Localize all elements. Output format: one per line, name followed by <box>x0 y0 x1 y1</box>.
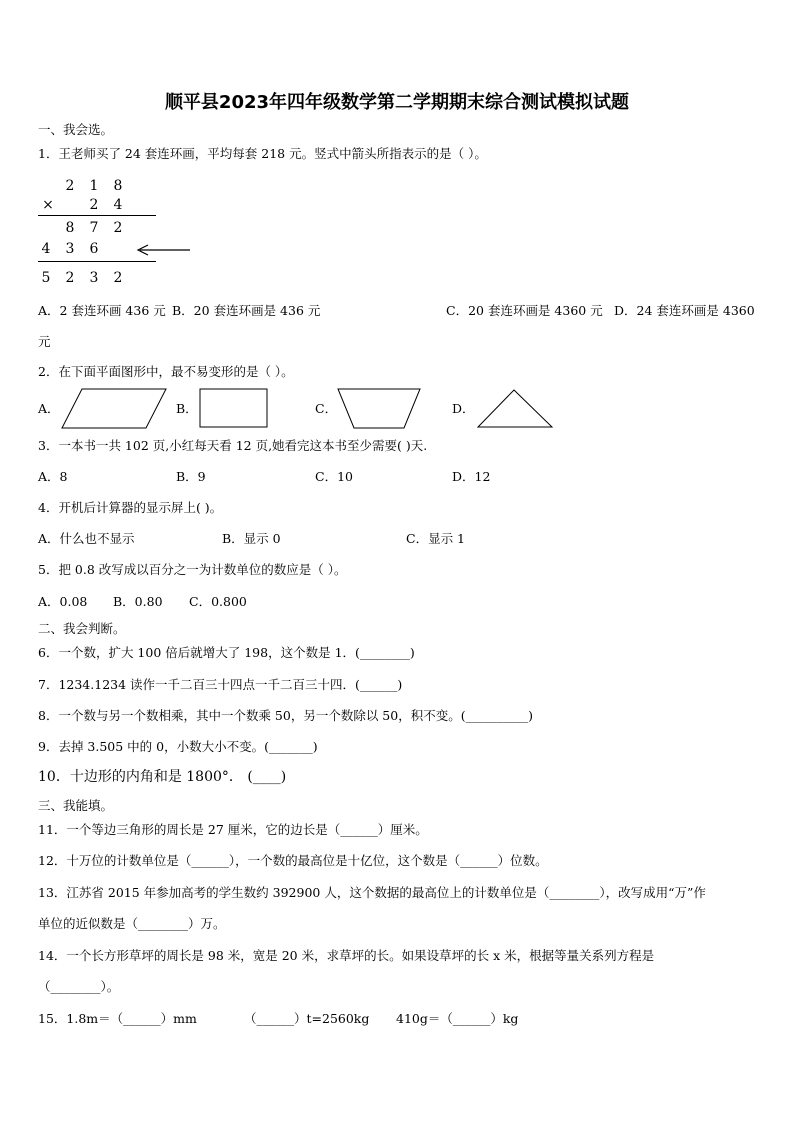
question-7-text: 7．1234.1234 读作一千二百三十四点一千二百三十四．(______) <box>38 677 403 692</box>
digit: 2 <box>113 220 123 236</box>
question-10-text: 10．十边形的内角和是 1800°． (____) <box>38 769 287 785</box>
question-6-text: 6．一个数，扩大 100 倍后就增大了 198，这个数是 1．(________) <box>38 645 415 660</box>
q4-option-c[interactable]: C．显示 1 <box>406 531 465 546</box>
question-11-text: 11．一个等边三角形的周长是 27 厘米，它的边长是（______）厘米。 <box>38 822 428 837</box>
q5-option-c[interactable]: C．0.800 <box>189 594 247 609</box>
q1-option-a[interactable]: A．2 套连环画 436 元 <box>38 303 166 318</box>
question-1-text: 1．王老师买了 24 套连环画，平均每套 218 元。竖式中箭头所指表示的是（ ）。 <box>38 146 487 161</box>
q5-option-a[interactable]: A．0.08 <box>38 594 88 609</box>
digit: 5 <box>41 270 51 286</box>
digit: 3 <box>65 241 75 257</box>
q3-option-c[interactable]: C．10 <box>315 469 353 484</box>
digit: 6 <box>89 241 99 257</box>
question-5-text: 5．把 0.8 改写成以百分之一为计数单位的数应是（ ）。 <box>38 562 347 577</box>
question-13-text: 13．江苏省 2015 年参加高考的学生数约 392900 人，这个数据的最高位上的计数单位是（________），改写成用“万”作 <box>38 885 706 900</box>
arrow-left-icon <box>136 243 194 257</box>
question-15-part-2: （______）t=2560kg <box>244 1011 370 1026</box>
q5-option-b[interactable]: B．0.80 <box>113 594 163 609</box>
question-14-text-continued: （________）。 <box>38 979 120 994</box>
question-15-part-3: 410g＝（______）kg <box>396 1011 519 1026</box>
q4-option-b[interactable]: B．显示 0 <box>222 531 281 546</box>
question-14-text: 14．一个长方形草坪的周长是 98 米，宽是 20 米，求草坪的长。如果设草坪的长 x 米，根据等量关系列方程是 <box>38 948 655 963</box>
section-heading-choose: 一、我会选。 <box>38 122 114 137</box>
digit: 1 <box>89 178 99 194</box>
parallelogram-icon <box>60 388 168 430</box>
q2-option-c-label[interactable]: C． <box>315 401 338 416</box>
digit: 4 <box>113 197 123 213</box>
section-heading-judge: 二、我会判断。 <box>38 621 126 636</box>
calc-divider <box>38 261 156 262</box>
q4-option-a[interactable]: A．什么也不显示 <box>38 531 135 546</box>
digit: 8 <box>113 178 123 194</box>
question-9-text: 9．去掉 3.505 中的 0，小数大小不变。(_______) <box>38 739 318 754</box>
trapezoid-icon <box>336 388 422 430</box>
triangle-icon <box>476 388 554 430</box>
question-13-text-continued: 单位的近似数是（________）万。 <box>38 916 226 931</box>
digit: 2 <box>113 270 123 286</box>
question-3-text: 3．一本书一共 102 页,小红每天看 12 页,她看完这本书至少需要( )天. <box>38 438 428 453</box>
question-4-text: 4．开机后计算器的显示屏上( )。 <box>38 500 223 515</box>
question-2-text: 2．在下面平面图形中，最不易变形的是（ ）。 <box>38 364 294 379</box>
q2-option-d-label[interactable]: D． <box>452 401 475 416</box>
rectangle-icon <box>198 388 270 430</box>
question-8-text: 8．一个数与另一个数相乘，其中一个数乘 50，另一个数除以 50，积不变。(__________) <box>38 708 533 723</box>
page-title: 顺平县2023年四年级数学第二学期期末综合测试模拟试题 <box>164 92 630 113</box>
q2-option-a-label[interactable]: A． <box>38 401 60 416</box>
q2-option-b-label[interactable]: B． <box>176 401 198 416</box>
digit: 7 <box>89 220 99 236</box>
q1-option-d[interactable]: D．24 套连环画是 4360 <box>614 303 755 318</box>
question-15-part-1: 15．1.8m＝（______）mm <box>38 1011 197 1026</box>
calc-divider <box>38 215 156 216</box>
digit: 8 <box>65 220 75 236</box>
digit: 3 <box>89 270 99 286</box>
digit: 2 <box>65 178 75 194</box>
q1-option-d-continued: 元 <box>38 334 51 349</box>
q3-option-a[interactable]: A．8 <box>38 469 68 484</box>
q3-option-d[interactable]: D．12 <box>452 469 491 484</box>
digit: 2 <box>89 197 99 213</box>
digit: 2 <box>65 270 75 286</box>
section-heading-fill: 三、我能填。 <box>38 798 114 813</box>
q1-option-c[interactable]: C．20 套连环画是 4360 元 <box>446 303 603 318</box>
digit: 4 <box>41 241 51 257</box>
times-sign: × <box>42 197 54 213</box>
q1-option-b[interactable]: B．20 套连环画是 436 元 <box>172 303 321 318</box>
q3-option-b[interactable]: B．9 <box>176 469 206 484</box>
question-12-text: 12．十万位的计数单位是（______），一个数的最高位是十亿位，这个数是（______）位数。 <box>38 853 548 868</box>
